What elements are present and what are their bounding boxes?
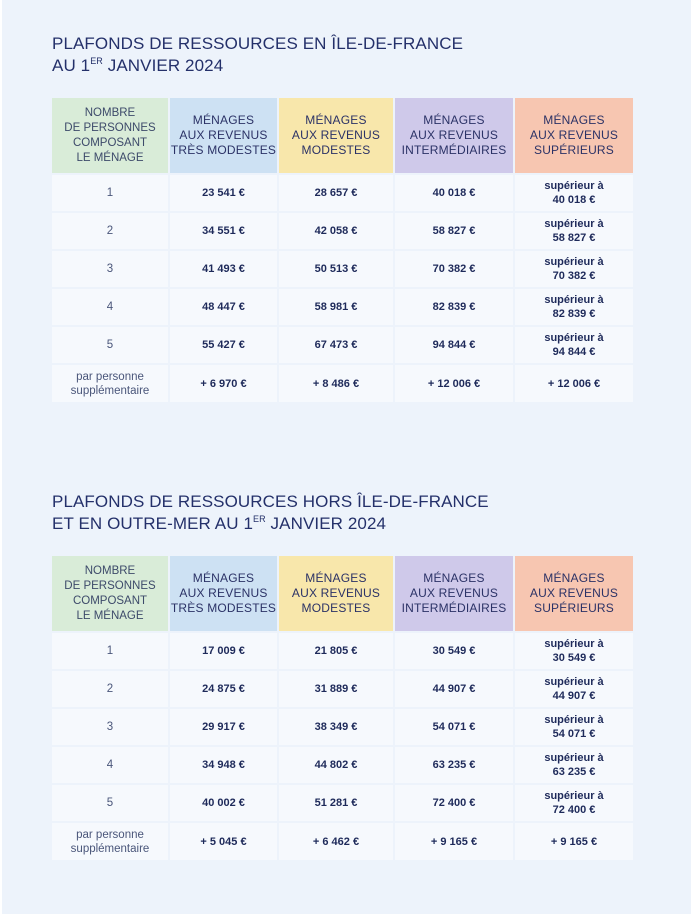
- header-text-line: AUX REVENUS: [179, 586, 268, 600]
- cell-text-line: 4: [106, 759, 114, 771]
- very-modest-ceiling-cell: [170, 747, 277, 783]
- modest-ceiling-cell: [279, 671, 393, 707]
- header-text-line: MÉNAGES: [305, 571, 367, 585]
- cell-text-line: supplémentaire: [70, 384, 150, 397]
- cell-text-line: 58 827 €: [552, 232, 596, 244]
- intermediate-ceiling-cell: [395, 365, 513, 402]
- cell-text-line: 72 400 €: [552, 804, 596, 816]
- cell-text-line: + 8 486 €: [312, 377, 360, 390]
- household-size-cell: [52, 289, 168, 325]
- title-ordinal-suffix: ER: [253, 514, 266, 524]
- higher-threshold-cell: [515, 633, 633, 669]
- cell-text-line: supérieur à: [544, 714, 604, 726]
- table-row: [52, 327, 633, 363]
- intermediate-ceiling-cell: [395, 213, 513, 249]
- cell-text-line: supérieur à: [544, 180, 604, 192]
- household-size-cell: [52, 213, 168, 249]
- higher-threshold-cell: [515, 785, 633, 821]
- cell-text-line: 23 541 €: [202, 187, 245, 199]
- cell-text-line: 3: [106, 263, 114, 275]
- modest-ceiling-cell: [279, 709, 393, 745]
- table-header-row: [52, 556, 633, 631]
- cell-text-line: 29 917 €: [202, 721, 245, 733]
- header-text-line: SUPÉRIEURS: [533, 143, 615, 157]
- intermediate-ceiling-cell: [395, 785, 513, 821]
- header-text-line: DE PERSONNES: [64, 579, 156, 592]
- modest-ceiling-cell: [279, 785, 393, 821]
- table-row: [52, 671, 633, 707]
- intermediate-ceiling-cell: [395, 251, 513, 287]
- header-text-line: MÉNAGES: [192, 571, 255, 585]
- header-text-line: AUX REVENUS: [409, 128, 499, 142]
- very-modest-ceiling-cell: [170, 327, 277, 363]
- section-title: [52, 33, 637, 77]
- household-size-cell: [52, 327, 168, 363]
- cell-text-line: 94 844 €: [432, 339, 476, 351]
- header-text-line: AUX REVENUS: [529, 586, 619, 600]
- higher-threshold-cell: [515, 823, 633, 860]
- cell-text-line: 58 981 €: [314, 301, 358, 313]
- higher-threshold-cell: [515, 709, 633, 745]
- modest-ceiling-cell: [279, 365, 393, 402]
- cell-text-line: 44 802 €: [314, 759, 358, 771]
- cell-text-line: 51 281 €: [314, 797, 358, 809]
- cell-text-line: 3: [106, 721, 114, 733]
- title-line-1: PLAFONDS DE RESSOURCES HORS ÎLE-DE-FRANCE: [52, 492, 489, 511]
- cell-text-line: supérieur à: [544, 218, 604, 230]
- header-text-line: TRÈS MODESTES: [170, 601, 277, 615]
- intermediate-ceiling-cell: [395, 709, 513, 745]
- header-intermediate-income: [395, 556, 513, 631]
- household-size-cell: [52, 251, 168, 287]
- table-row: [52, 823, 633, 860]
- table-row: [52, 251, 633, 287]
- cell-text-line: 50 513 €: [314, 263, 358, 275]
- cell-text-line: 40 018 €: [432, 187, 476, 199]
- cell-text-line: 34 948 €: [202, 759, 245, 771]
- title-line-2-start: AU 1: [52, 56, 91, 75]
- cell-text-line: supérieur à: [544, 256, 604, 268]
- modest-ceiling-cell: [279, 327, 393, 363]
- table-row: [52, 175, 633, 211]
- header-household-size: [52, 98, 168, 173]
- cell-text-line: 40 018 €: [552, 194, 596, 206]
- higher-threshold-cell: [515, 251, 633, 287]
- cell-text-line: 55 427 €: [202, 339, 245, 351]
- header-very-modest-income: [170, 556, 277, 631]
- header-text-line: MODESTES: [301, 601, 371, 615]
- higher-threshold-cell: [515, 747, 633, 783]
- table-row: [52, 633, 633, 669]
- cell-text-line: + 6 970 €: [200, 377, 247, 390]
- title-ordinal-suffix: ER: [90, 56, 103, 66]
- header-household-size: [52, 556, 168, 631]
- cell-text-line: + 5 045 €: [200, 835, 247, 848]
- cell-text-line: 17 009 €: [202, 645, 245, 657]
- cell-text-line: 44 907 €: [552, 690, 596, 702]
- household-size-cell: [52, 365, 168, 402]
- higher-threshold-cell: [515, 213, 633, 249]
- header-text-line: AUX REVENUS: [179, 128, 268, 142]
- higher-threshold-cell: [515, 327, 633, 363]
- table-row: [52, 785, 633, 821]
- cell-text-line: 21 805 €: [314, 645, 358, 657]
- header-text-line: LE MÉNAGE: [76, 609, 144, 622]
- header-text-line: INTERMÉDIAIRES: [401, 143, 507, 157]
- header-text-line: MÉNAGES: [423, 113, 485, 127]
- cell-text-line: 63 235 €: [552, 766, 596, 778]
- cell-text-line: 70 382 €: [432, 263, 476, 275]
- header-intermediate-income: [395, 98, 513, 173]
- intermediate-ceiling-cell: [395, 633, 513, 669]
- table-row: [52, 709, 633, 745]
- cell-text-line: 1: [106, 645, 114, 657]
- header-text-line: NOMBRE: [84, 564, 136, 577]
- cell-text-line: + 6 462 €: [312, 835, 360, 848]
- header-higher-income: [515, 98, 633, 173]
- cell-text-line: par personne: [76, 370, 144, 383]
- table-header-row: [52, 98, 633, 173]
- title-line-2-start: ET EN OUTRE-MER AU 1: [52, 514, 253, 533]
- cell-text-line: 72 400 €: [432, 797, 476, 809]
- higher-threshold-cell: [515, 365, 633, 402]
- header-text-line: INTERMÉDIAIRES: [401, 601, 507, 615]
- header-text-line: MÉNAGES: [543, 571, 605, 585]
- title-line-1: PLAFONDS DE RESSOURCES EN ÎLE-DE-FRANCE: [52, 34, 464, 53]
- cell-text-line: 44 907 €: [432, 683, 476, 695]
- very-modest-ceiling-cell: [170, 709, 277, 745]
- cell-text-line: 31 889 €: [314, 683, 358, 695]
- cell-text-line: supérieur à: [544, 294, 604, 306]
- header-text-line: AUX REVENUS: [529, 128, 619, 142]
- cell-text-line: 42 058 €: [314, 225, 358, 237]
- cell-text-line: 1: [106, 187, 114, 199]
- modest-ceiling-cell: [279, 747, 393, 783]
- cell-text-line: 82 839 €: [552, 308, 596, 320]
- modest-ceiling-cell: [279, 289, 393, 325]
- household-size-cell: [52, 823, 168, 860]
- header-modest-income: [279, 556, 393, 631]
- table-row: [52, 213, 633, 249]
- header-text-line: COMPOSANT: [72, 136, 148, 149]
- cell-text-line: 2: [106, 225, 114, 237]
- header-text-line: TRÈS MODESTES: [170, 143, 277, 157]
- household-size-cell: [52, 747, 168, 783]
- intermediate-ceiling-cell: [395, 747, 513, 783]
- cell-text-line: + 12 006 €: [547, 377, 601, 390]
- income-ceilings-table-ile-de-france: [50, 96, 635, 404]
- very-modest-ceiling-cell: [170, 671, 277, 707]
- header-text-line: MÉNAGES: [543, 113, 605, 127]
- cell-text-line: 54 071 €: [432, 721, 476, 733]
- cell-text-line: 58 827 €: [432, 225, 476, 237]
- very-modest-ceiling-cell: [170, 633, 277, 669]
- intermediate-ceiling-cell: [395, 289, 513, 325]
- modest-ceiling-cell: [279, 213, 393, 249]
- modest-ceiling-cell: [279, 251, 393, 287]
- modest-ceiling-cell: [279, 823, 393, 860]
- intermediate-ceiling-cell: [395, 671, 513, 707]
- cell-text-line: supérieur à: [544, 638, 604, 650]
- cell-text-line: supérieur à: [544, 676, 604, 688]
- table-row: [52, 747, 633, 783]
- household-size-cell: [52, 671, 168, 707]
- cell-text-line: + 9 165 €: [550, 835, 598, 848]
- cell-text-line: supérieur à: [544, 752, 604, 764]
- cell-text-line: 30 549 €: [432, 645, 476, 657]
- table-row: [52, 365, 633, 402]
- title-line-2: [52, 55, 637, 77]
- very-modest-ceiling-cell: [170, 213, 277, 249]
- income-ceilings-table-hors-ile-de-france: [50, 554, 635, 862]
- very-modest-ceiling-cell: [170, 175, 277, 211]
- very-modest-ceiling-cell: [170, 251, 277, 287]
- table-row: [52, 289, 633, 325]
- very-modest-ceiling-cell: [170, 365, 277, 402]
- header-text-line: MÉNAGES: [192, 113, 255, 127]
- header-text-line: AUX REVENUS: [409, 586, 499, 600]
- header-modest-income: [279, 98, 393, 173]
- cell-text-line: 5: [106, 339, 114, 351]
- header-text-line: MODESTES: [301, 143, 371, 157]
- header-very-modest-income: [170, 98, 277, 173]
- cell-text-line: 82 839 €: [432, 301, 476, 313]
- intermediate-ceiling-cell: [395, 823, 513, 860]
- header-text-line: COMPOSANT: [72, 594, 148, 607]
- household-size-cell: [52, 709, 168, 745]
- cell-text-line: 34 551 €: [202, 225, 245, 237]
- header-text-line: MÉNAGES: [423, 571, 485, 585]
- higher-threshold-cell: [515, 289, 633, 325]
- cell-text-line: 38 349 €: [314, 721, 358, 733]
- cell-text-line: 2: [106, 683, 114, 695]
- header-text-line: AUX REVENUS: [291, 128, 381, 142]
- cell-text-line: 24 875 €: [202, 683, 245, 695]
- cell-text-line: 63 235 €: [432, 759, 476, 771]
- page: [2, 0, 691, 914]
- cell-text-line: par personne: [76, 828, 144, 841]
- intermediate-ceiling-cell: [395, 327, 513, 363]
- very-modest-ceiling-cell: [170, 785, 277, 821]
- cell-text-line: 5: [106, 797, 114, 809]
- header-text-line: NOMBRE: [84, 106, 136, 119]
- cell-text-line: + 9 165 €: [430, 835, 478, 848]
- very-modest-ceiling-cell: [170, 289, 277, 325]
- modest-ceiling-cell: [279, 633, 393, 669]
- header-text-line: LE MÉNAGE: [76, 151, 144, 164]
- header-text-line: AUX REVENUS: [291, 586, 381, 600]
- intermediate-ceiling-cell: [395, 175, 513, 211]
- cell-text-line: supérieur à: [544, 790, 604, 802]
- cell-text-line: 28 657 €: [314, 187, 358, 199]
- header-text-line: SUPÉRIEURS: [533, 601, 615, 615]
- title-line-2: [52, 513, 637, 535]
- cell-text-line: 48 447 €: [202, 301, 245, 313]
- higher-threshold-cell: [515, 671, 633, 707]
- cell-text-line: 70 382 €: [552, 270, 596, 282]
- title-line-2-end: JANVIER 2024: [102, 56, 224, 75]
- household-size-cell: [52, 633, 168, 669]
- cell-text-line: 30 549 €: [552, 652, 596, 664]
- header-higher-income: [515, 556, 633, 631]
- modest-ceiling-cell: [279, 175, 393, 211]
- cell-text-line: 67 473 €: [314, 339, 358, 351]
- table-section-hors-ile-de-france: [52, 491, 637, 862]
- household-size-cell: [52, 785, 168, 821]
- cell-text-line: 94 844 €: [552, 346, 596, 358]
- cell-text-line: 4: [106, 301, 114, 313]
- cell-text-line: 40 002 €: [202, 797, 245, 809]
- household-size-cell: [52, 175, 168, 211]
- header-text-line: MÉNAGES: [305, 113, 367, 127]
- title-line-2-end: JANVIER 2024: [265, 514, 387, 533]
- cell-text-line: + 12 006 €: [427, 377, 481, 390]
- very-modest-ceiling-cell: [170, 823, 277, 860]
- section-title: [52, 491, 637, 535]
- cell-text-line: supérieur à: [544, 332, 604, 344]
- cell-text-line: supplémentaire: [70, 842, 150, 855]
- header-text-line: DE PERSONNES: [64, 121, 156, 134]
- cell-text-line: 41 493 €: [202, 263, 245, 275]
- table-section-ile-de-france: [52, 33, 637, 404]
- cell-text-line: 54 071 €: [552, 728, 596, 740]
- higher-threshold-cell: [515, 175, 633, 211]
